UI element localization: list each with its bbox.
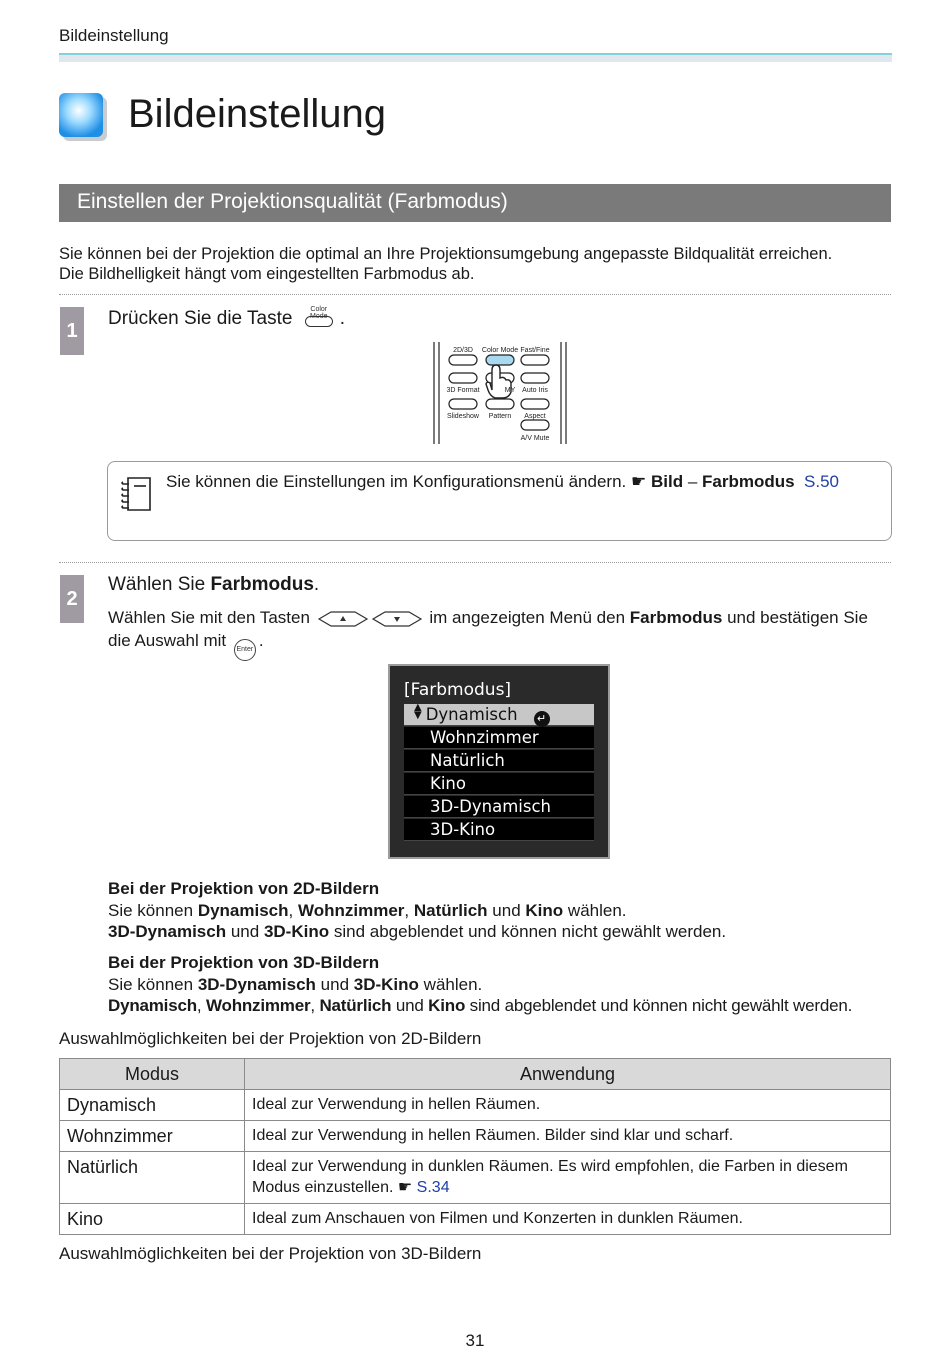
- step-1-text: Drücken Sie die Taste: [108, 308, 293, 329]
- step-2-title-bold: Farbmodus: [210, 574, 314, 595]
- menu-item-label: Dynamisch: [425, 705, 518, 724]
- table-3d-caption: Auswahlmöglichkeiten bei der Projektion von 3D-Bildern: [59, 1244, 482, 1263]
- enter-icon: ↵: [534, 711, 550, 727]
- column-header-modus: Modus: [60, 1059, 245, 1090]
- menu-item-kino[interactable]: Kino: [404, 773, 594, 795]
- remote-label-2d3d: 2D/3D: [453, 347, 473, 354]
- up-down-selector-icon: ▲ ▼: [414, 702, 422, 721]
- chapter-bubble-icon: [59, 93, 107, 141]
- step-2-line1-middle: im angezeigten Menü den: [429, 608, 626, 627]
- remote-label-pattern: Pattern: [488, 413, 512, 420]
- mode-table-2d: [59, 1058, 891, 1235]
- running-header: Bildeinstellung: [59, 26, 169, 45]
- remote-label-3d-format: 3D Format: [446, 387, 480, 394]
- info-2d-line-1: Sie können Dynamisch, Wohnzimmer, Natürlich und Kino wählen.: [108, 900, 627, 920]
- divider: [59, 294, 891, 295]
- info-2d-line-2: 3D-Dynamisch und 3D-Kino sind abgeblendet und können nicht gewählt werden.: [108, 922, 727, 941]
- step-1-instruction: [108, 306, 345, 330]
- info-3d-line-1: Sie können 3D-Dynamisch und 3D-Kino wählen.: [108, 974, 483, 994]
- table-row: [60, 1121, 891, 1152]
- farbmodus-menu: [388, 664, 610, 859]
- table-cell-mode: Natürlich: [60, 1152, 245, 1204]
- table-row: [60, 1204, 891, 1235]
- intro-paragraph: [59, 244, 899, 284]
- step-2-line1-end: und bestätigen Sie: [727, 608, 868, 627]
- menu-title: [Farbmodus]: [404, 680, 512, 700]
- table-cell-mode: Dynamisch: [60, 1090, 245, 1121]
- info-3d: [108, 952, 898, 1017]
- color-mode-key-icon: [302, 306, 336, 328]
- step-1-badge: 1: [60, 307, 84, 355]
- remote-label-auto-iris: Auto Iris: [522, 387, 548, 394]
- header-rule: [59, 53, 892, 62]
- remote-label-av-mute: A/V Mute: [520, 435, 550, 442]
- enter-key-icon: Enter: [234, 639, 256, 661]
- step-2-title-period: .: [313, 574, 320, 595]
- up-down-arrow-keys-icon: [315, 610, 425, 628]
- column-header-anwendung: Anwendung: [245, 1059, 891, 1090]
- step-1-period: .: [339, 308, 346, 329]
- chapter-title: Bildeinstellung: [128, 92, 386, 136]
- note-dash: –: [687, 472, 698, 491]
- step-2-line2-period: .: [258, 631, 264, 650]
- note-menu: Bild: [650, 472, 684, 491]
- remote-label-slideshow: Slideshow: [447, 413, 479, 420]
- remote-label-my: MY: [504, 387, 516, 394]
- page-number: 31: [465, 1331, 485, 1350]
- table-cell-use: Ideal zur Verwendung in hellen Räumen.: [245, 1090, 891, 1121]
- info-2d-heading: Bei der Projektion von 2D-Bildern: [108, 879, 380, 898]
- step-2-line1-bold: Farbmodus: [629, 608, 723, 627]
- step-2-line-1: [108, 608, 892, 628]
- pointing-hand-icon: ☛: [630, 472, 647, 491]
- menu-item-dynamisch[interactable]: [404, 704, 594, 726]
- table-2d-caption: Auswahlmöglichkeiten bei der Projektion von 2D-Bildern: [59, 1029, 482, 1048]
- info-3d-heading: Bei der Projektion von 3D-Bildern: [108, 953, 380, 972]
- table-cell-mode: Wohnzimmer: [60, 1121, 245, 1152]
- step-2-title: [108, 574, 319, 596]
- step-2-badge: 2: [60, 575, 84, 623]
- remote-label-aspect: Aspect: [524, 413, 546, 420]
- table-row: [60, 1090, 891, 1121]
- table-cell-use-text: Ideal zur Verwendung in dunklen Räumen. Es wird empfohlen, die Farben in diesem Modus einzustellen.: [252, 1158, 848, 1196]
- pointing-hand-icon: ☛: [397, 1179, 413, 1196]
- note-menu-item: Farbmodus: [702, 472, 795, 491]
- step-2-line1-start: Wählen Sie mit den Tasten: [108, 608, 310, 627]
- menu-item-3d-dynamisch[interactable]: 3D-Dynamisch: [404, 796, 594, 818]
- menu-item-3d-kino[interactable]: 3D-Kino: [404, 819, 594, 841]
- table-page-link[interactable]: S.34: [416, 1179, 450, 1196]
- remote-label-fast-fine: Fast/Fine: [520, 347, 550, 354]
- intro-line-2: Die Bildhelligkeit hängt vom eingestellten Farbmodus ab.: [59, 265, 475, 283]
- note-body: Sie können die Einstellungen im Konfigurationsmenü ändern.: [166, 472, 627, 491]
- table-row: [60, 1152, 891, 1204]
- section-heading: Einstellen der Projektionsqualität (Farbmodus): [59, 184, 891, 222]
- menu-item-natuerlich[interactable]: Natürlich: [404, 750, 594, 772]
- step-2-title-text: Wählen Sie: [108, 574, 206, 595]
- table-cell-mode: Kino: [60, 1204, 245, 1235]
- color-mode-key-label: Color Mode: [310, 306, 328, 320]
- info-3d-line-2: Dynamisch, Wohnzimmer, Natürlich und Kino sind abgeblendet und können nicht gewählt werden.: [108, 996, 853, 1015]
- step-2-line-2: [108, 631, 264, 661]
- info-2d: [108, 878, 898, 943]
- table-cell-use: [245, 1152, 891, 1204]
- divider: [59, 562, 891, 563]
- note-page-link[interactable]: S.50: [804, 472, 840, 491]
- note-text: [166, 472, 839, 492]
- table-cell-use: Ideal zum Anschauen von Filmen und Konzerten in dunklen Räumen.: [245, 1204, 891, 1235]
- table-cell-use: Ideal zur Verwendung in hellen Räumen. Bilder sind klar und scharf.: [245, 1121, 891, 1152]
- step-2-line2-start: die Auswahl mit: [108, 631, 227, 650]
- menu-item-wohnzimmer[interactable]: Wohnzimmer: [404, 727, 594, 749]
- remote-control-figure: [432, 340, 568, 446]
- intro-line-1: Sie können bei der Projektion die optimal an Ihre Projektionsumgebung angepasste Bildqualität erreichen.: [59, 245, 833, 263]
- notepad-icon: [120, 474, 154, 514]
- remote-label-color-mode: Color Mode: [481, 347, 519, 354]
